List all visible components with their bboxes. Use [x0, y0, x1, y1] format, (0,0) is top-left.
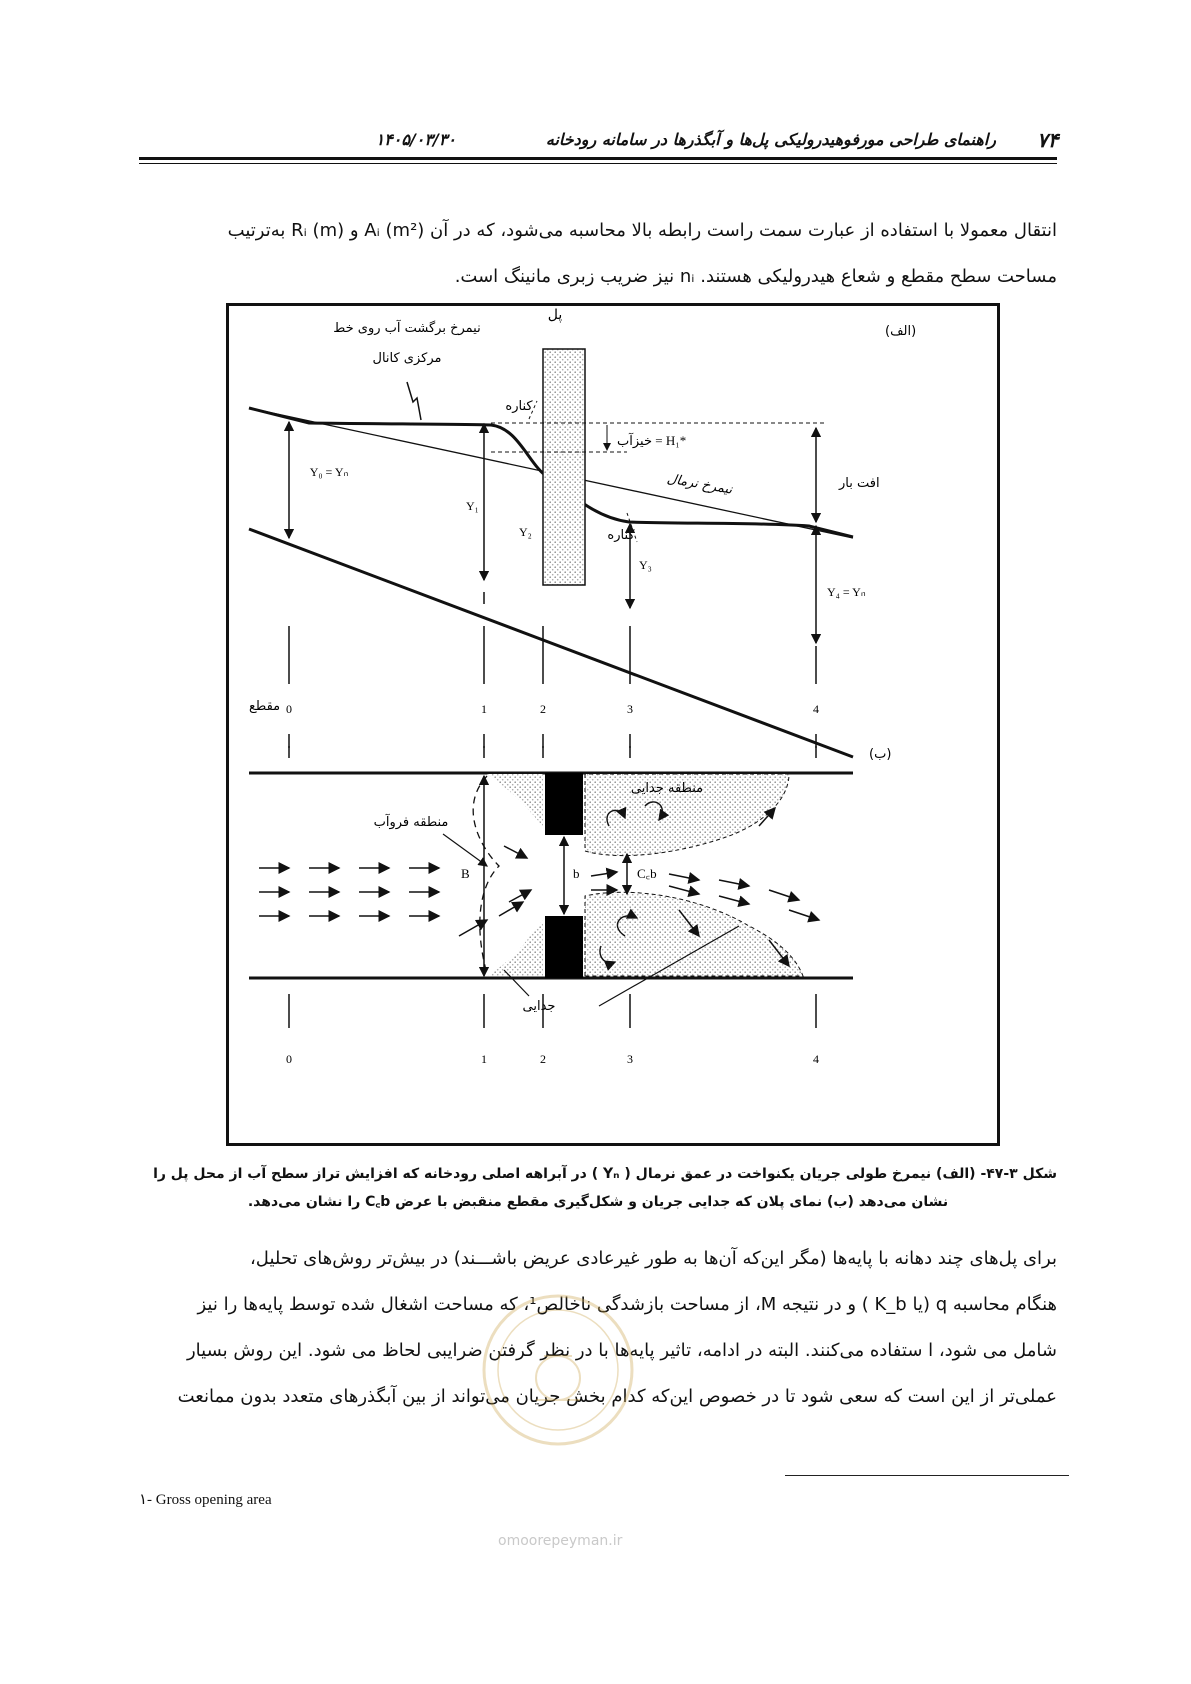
plan-section-2: 2 — [540, 1052, 546, 1066]
header-date: ۱۴۰۵/۰۳/۳۰ — [375, 130, 456, 149]
plan-section-1: 1 — [481, 1052, 487, 1066]
part-b-label: (ب) — [869, 747, 892, 762]
paragraph-line: برای پل‌های چند دهانه با پایه‌ها (مگر این‌که آن‌ها به طور غیرعادی عریض باشـــند) در بیش‌تر روش‌های تحلیل، — [250, 1248, 1057, 1269]
y3-label: Y₃ — [639, 558, 652, 572]
pier-bottom — [545, 916, 583, 978]
separation-zone-bottom — [585, 892, 803, 976]
part-a-label: (الف) — [885, 324, 917, 339]
footnote-rule — [785, 1475, 1069, 1476]
section-1: 1 — [481, 702, 487, 716]
separation-zone-upstream-bottom — [487, 920, 543, 976]
backwater-pointer — [407, 382, 421, 420]
bridge-label: پل — [547, 307, 563, 323]
y0-label: Y₀ = Yₙ — [309, 465, 349, 479]
section-0: 0 — [286, 702, 292, 716]
plan-section-4: 4 — [813, 1052, 819, 1066]
flow-arrows-upstream — [259, 846, 531, 936]
watermark-text: omoorepeyman.ir — [498, 1533, 623, 1549]
head-loss-label: افت بار — [839, 476, 880, 491]
paragraph-intro — [139, 208, 1057, 300]
separation-zone-label: منطقه جدایی — [630, 781, 704, 796]
section-4: 4 — [813, 702, 819, 716]
y4-label: Y₄ = Yₙ — [827, 585, 866, 599]
section-label: مقطع — [249, 699, 281, 714]
paragraph-line: عملی‌تر از این است که سعی شود تا در خصوص این‌که کدام بخش جریان می‌تواند از بین آبگذرهای متعدد بدون ممانعت — [177, 1386, 1057, 1407]
backwater-label-2: مرکزی کانال — [372, 351, 442, 366]
contraction-pointer — [443, 834, 487, 866]
plan-section-0: 0 — [286, 1052, 292, 1066]
separation-zone-upstream-top — [487, 774, 543, 826]
pier-top — [545, 773, 583, 835]
figure-bridge-flow — [226, 303, 1000, 1146]
paragraph-line: انتقال معمولا با استفاده از عبارت سمت راست رابطه بالا محاسبه می‌شود، که در آن Aᵢ (m²) و Rᵢ (m) به‌ترتیب — [227, 220, 1057, 241]
separation-label: جدایی — [522, 999, 556, 1014]
caption-line: شکل ۳-۴۷- (الف) نیمرخ طولی جریان یکنواخت در عمق نرمال ( Yₙ ) در آبراهه اصلی رودخانه که افزایش تراز سطح آب از محل پل را — [153, 1166, 1057, 1182]
B-label: B — [461, 866, 470, 881]
page-number: ۷۴ — [1037, 128, 1059, 152]
edge-label-upper: کناره — [505, 399, 533, 414]
b-label: b — [573, 866, 580, 881]
y2-label: Y₂ — [519, 525, 532, 539]
figure-diagram — [229, 306, 1003, 1149]
backwater-label: نیمرخ برگشت آب روی خط — [333, 321, 481, 336]
watermark-seal — [478, 1290, 638, 1450]
header-rule — [139, 157, 1057, 160]
swell-label: خیزآب = H₁* — [617, 433, 687, 448]
paragraph-line: مساحت سطح مقطع و شعاع هیدرولیکی هستند. nᵢ نیز ضریب زبری مانینگ است. — [454, 266, 1057, 287]
y1-label: Y₁ — [466, 499, 479, 513]
paragraph-line: هنگام محاسبه q (یا K_b ) و در نتیجه M، از مساحت بازشدگی ناخالص¹، که مساحت اشغال شده توسط پایه‌ها را نیز — [197, 1294, 1057, 1315]
section-2: 2 — [540, 702, 546, 716]
plan-section-3: 3 — [627, 1052, 633, 1066]
bridge-pier — [543, 349, 585, 585]
contraction-zone-label: منطقه فروآب — [373, 815, 449, 830]
edge-label-lower: کناره — [607, 528, 635, 543]
figure-caption — [139, 1160, 1057, 1216]
section-3: 3 — [627, 702, 633, 716]
ccb-label: C꜀b — [637, 866, 657, 881]
header-rule-thin — [139, 163, 1057, 164]
normal-profile-label: نیمرخ نرمال — [665, 471, 734, 498]
running-title: راهنمای طراحی مورفوهیدرولیکی پل‌ها و آبگذرها در سامانه رودخانه — [545, 130, 996, 149]
section-ticks-a — [289, 592, 816, 748]
paragraph-line: شامل می شود، ا ستفاده می‌کنند. البته در ادامه، تاثیر پایه‌ها با در نظر گرفتن ضرایبی لحاظ می شود. این روش بسیار — [186, 1340, 1057, 1361]
footnote: ۱- Gross opening area — [139, 1492, 272, 1508]
caption-line: نشان می‌دهد (ب) نمای پلان که جدایی جریان و شکل‌گیری مقطع منقبض با عرض C꜀b را نشان می‌دهد. — [247, 1194, 949, 1210]
contraction-boundary — [473, 776, 499, 974]
